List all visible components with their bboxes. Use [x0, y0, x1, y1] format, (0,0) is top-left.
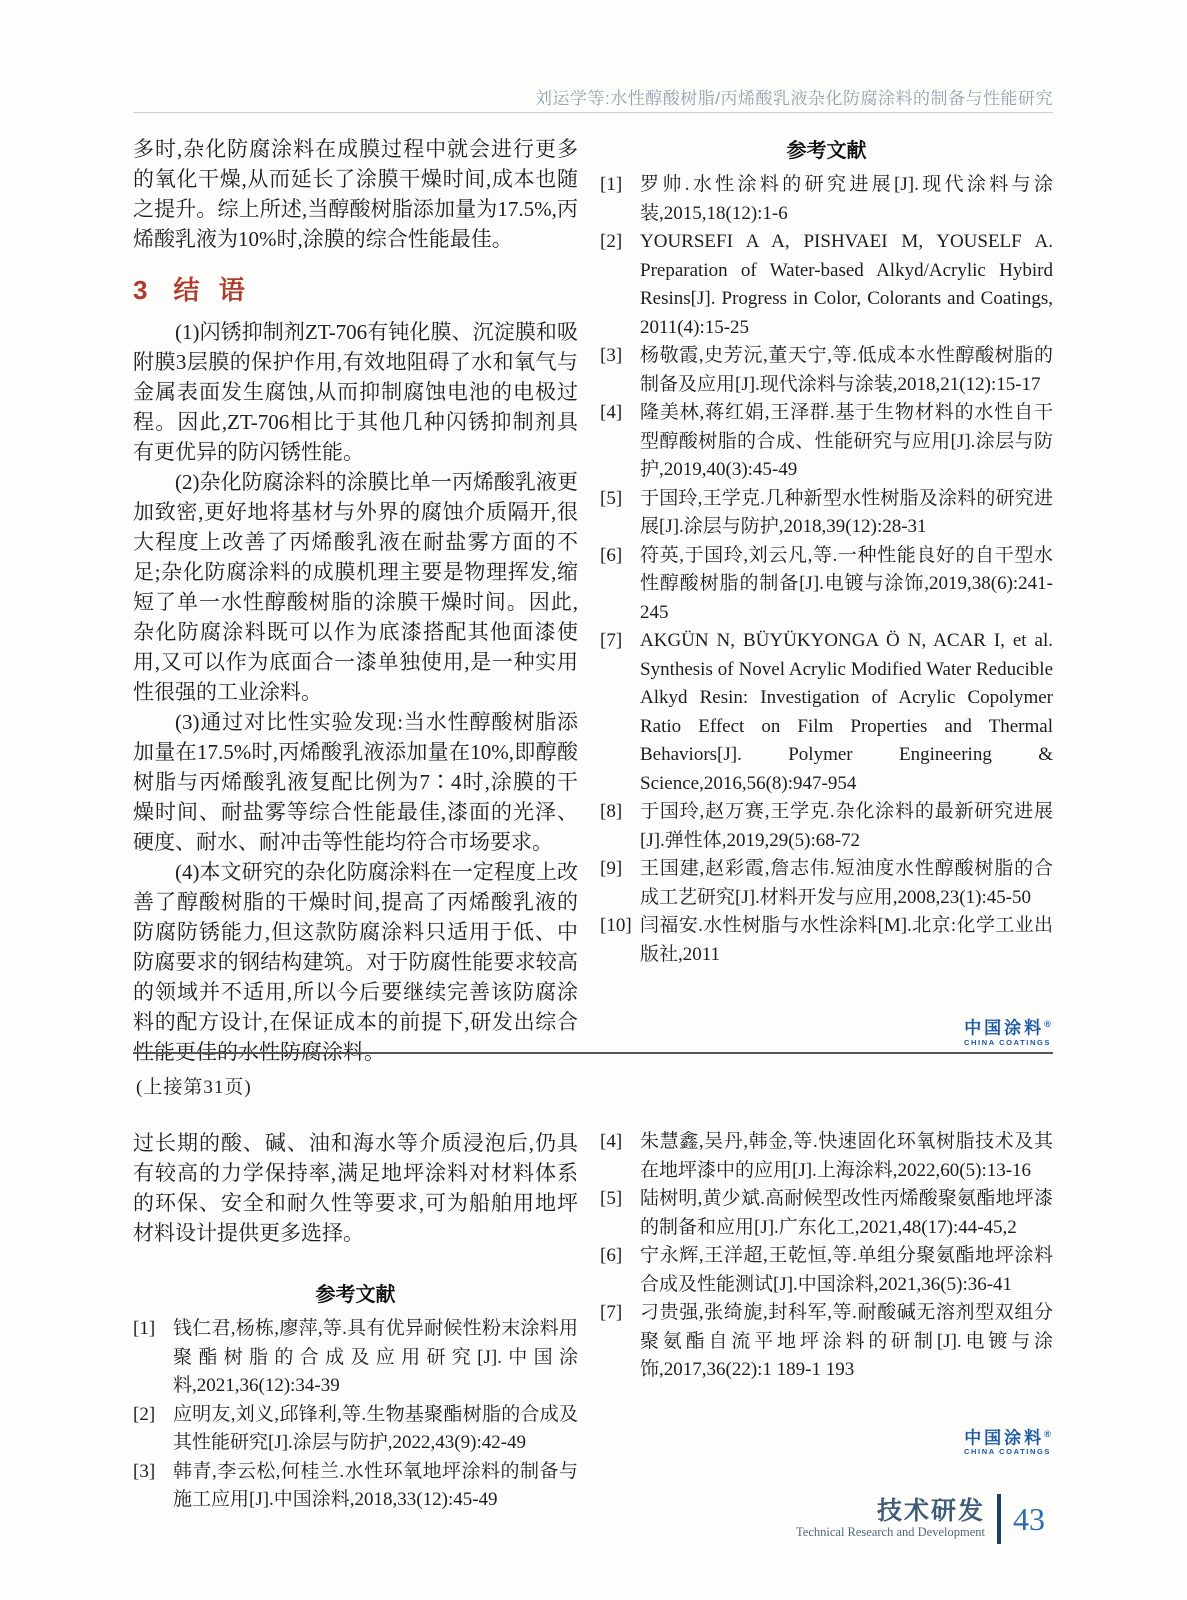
page-number: 43: [1013, 1500, 1045, 1537]
reference-text: 陆树明,黄少斌.高耐候型改性丙烯酸聚氨酯地坪漆的制备和应用[J].广东化工,2021,48(17):44-45,2: [640, 1188, 1053, 1238]
reference-item: [600, 627, 1053, 798]
registered-mark: ®: [1044, 1019, 1051, 1029]
conclusion-paragraph-2: (2)杂化防腐涂料的涂膜比单一丙烯酸乳液更加致密,更好地将基材与外界的腐蚀介质隔开,很大程度上改善了丙烯酸乳液在耐盐雾方面的不足;杂化防腐涂料的成膜机理主要是物理挥发,缩短了单一水性醇酸树脂的涂膜干燥时间。因此,杂化防腐涂料既可以作为底漆搭配其他面漆使用,又可以作为底面合一漆单独使用,是一种实用性很强的工业涂料。: [133, 470, 578, 704]
reference-text: 隆美林,蒋红娟,王泽群.基于生物材料的水性自干型醇酸树脂的合成、性能研究与应用[J].涂层与防护,2019,40(3):45-49: [640, 402, 1053, 480]
bottom-section: [133, 1128, 1053, 1515]
reference-number: [4]: [600, 1131, 623, 1152]
reference-item: [600, 1299, 1053, 1385]
continued-references-heading: 参考文献: [315, 1284, 396, 1306]
logo-cn-text: 中国涂料®: [964, 1018, 1051, 1038]
reference-number: [3]: [600, 345, 623, 366]
conclusion-paragraph-1: (1)闪锈抑制剂ZT-706有钝化膜、沉淀膜和吸附膜3层膜的保护作用,有效地阻碍了水和氧气与金属表面发生腐蚀,从而抑制腐蚀电池的电极过程。因此,ZT-706相比于其他几种闪锈抑制剂具有更优异的防闪锈性能。: [133, 320, 578, 464]
continued-right-column: [600, 1128, 1053, 1515]
reference-item: [600, 1242, 1053, 1299]
logo-en-text: CHINA COATINGS: [964, 1447, 1051, 1457]
reference-item: [133, 1401, 578, 1458]
article-divider: [133, 1052, 1053, 1054]
reference-number: [1]: [600, 174, 623, 195]
reference-item: [600, 912, 1053, 969]
conclusion-paragraph-3: (3)通过对比性实验发现:当水性醇酸树脂添加量在17.5%时,丙烯酸乳液添加量在10%,即醇酸树脂与丙烯酸乳液复配比例为7∶4时,涂膜的干燥时间、耐盐雾等综合性能最佳,漆面的光泽、硬度、耐水、耐冲击等性能均符合市场要求。: [133, 710, 578, 854]
continued-from-note: (上接第31页): [136, 1077, 252, 1098]
conclusion-intro-paragraph: 多时,杂化防腐涂料在成膜过程中就会进行更多的氧化干燥,从而延长了涂膜干燥时间,成本也随之提升。综上所述,当醇酸树脂添加量为17.5%,丙烯酸乳液为10%时,涂膜的综合性能最佳。: [133, 137, 578, 251]
references-column: [600, 134, 1053, 1067]
registered-mark: ®: [1044, 1428, 1051, 1439]
reference-item: [600, 171, 1053, 228]
reference-item: [600, 1128, 1053, 1185]
section-title: 结 语: [173, 275, 251, 305]
reference-number: [10]: [600, 915, 632, 936]
references-heading: 参考文献: [786, 140, 867, 162]
reference-number: [4]: [600, 402, 623, 423]
reference-item: [133, 1315, 578, 1401]
reference-number: [6]: [600, 544, 623, 566]
footer-section-label: [796, 1498, 985, 1540]
footer-section-cn: 技术研发: [876, 1497, 985, 1525]
conclusion-column: [133, 134, 578, 1067]
footer-divider-bar: [997, 1494, 1001, 1544]
reference-text: 韩青,李云松,何桂兰.水性环氧地坪涂料的制备与施工应用[J].中国涂料,2018,33(12):45-49: [173, 1460, 578, 1510]
reference-text: 符英,于国玲,刘云凡,等.一种性能良好的自干型水性醇酸树脂的制备[J].电镀与涂饰,2019,38(6):241-245: [640, 544, 1053, 623]
continued-left-column: [133, 1128, 578, 1515]
reference-item: [600, 798, 1053, 855]
reference-item: [600, 399, 1053, 485]
china-coatings-logo: [964, 1015, 1051, 1048]
reference-text: 于国玲,赵万赛,王学克.杂化涂料的最新研究进展[J].弹性体,2019,29(5):68-72: [640, 801, 1053, 851]
reference-item: [600, 855, 1053, 912]
reference-text: 闫福安.水性树脂与水性涂料[M].北京:化学工业出版社,2011: [640, 915, 1053, 965]
reference-text: 于国玲,王学克.几种新型水性树脂及涂料的研究进展[J].涂层与防护,2018,39(12):28-31: [640, 487, 1053, 537]
section-heading: [133, 270, 578, 307]
reference-text: 宁永辉,王洋超,王乾恒,等.单组分聚氨酯地坪涂料合成及性能测试[J].中国涂料,2021,36(5):36-41: [640, 1245, 1053, 1295]
reference-number: [7]: [600, 630, 623, 651]
reference-number: [6]: [600, 1245, 623, 1266]
reference-number: [2]: [600, 231, 623, 252]
logo-en-text: CHINA COATINGS: [964, 1037, 1051, 1047]
reference-text: 王国建,赵彩霞,詹志伟.短油度水性醇酸树脂的合成工艺研究[J].材料开发与应用,2008,23(1):45-50: [640, 858, 1053, 908]
reference-text: 钱仁君,杨栋,廖萍,等.具有优异耐候性粉末涂料用聚酯树脂的合成及应用研究[J].中国涂料,2021,36(12):34-39: [173, 1318, 578, 1396]
china-coatings-logo-bottom: [600, 1425, 1053, 1460]
section-number: 3: [133, 275, 148, 305]
reference-text: 朱慧鑫,吴丹,韩金,等.快速固化环氧树脂技术及其在地坪漆中的应用[J].上海涂料,2022,60(5):13-16: [640, 1131, 1053, 1181]
conclusion-paragraph-4: (4)本文研究的杂化防腐涂料在一定程度上改善了醇酸树脂的干燥时间,提高了丙烯酸乳液的防腐防锈能力,但这款防腐涂料只适用于低、中防腐要求的钢结构建筑。对于防腐性能要求较高的领域并不适用,所以今后要继续完善该防腐涂料的配方设计,在保证成本的前提下,研发出综合性能更佳的水性防腐涂料。: [133, 860, 578, 1064]
reference-text: 罗帅.水性涂料的研究进展[J].现代涂料与涂装,2015,18(12):1-6: [640, 174, 1053, 224]
reference-number: [9]: [600, 858, 623, 879]
reference-number: [5]: [600, 487, 623, 509]
reference-number: [2]: [133, 1403, 156, 1425]
reference-text: 应明友,刘义,邱锋利,等.生物基聚酯树脂的合成及其性能研究[J].涂层与防护,2022,43(9):42-49: [173, 1403, 578, 1453]
reference-item: [600, 1185, 1053, 1242]
reference-number: [3]: [133, 1460, 156, 1482]
reference-number: [1]: [133, 1318, 156, 1339]
reference-text: 杨敬霞,史芳沅,董天宁,等.低成本水性醇酸树脂的制备及应用[J].现代涂料与涂装,2018,21(12):15-17: [640, 345, 1053, 395]
running-header: 刘运学等:水性醇酸树脂/丙烯酸乳液杂化防腐涂料的制备与性能研究: [535, 89, 1053, 108]
reference-text: 刁贵强,张绮旎,封科军,等.耐酸碱无溶剂型双组分聚氨酯自流平地坪涂料的研制[J].电镀与涂饰,2017,36(22):1 189-1 193: [640, 1302, 1053, 1380]
top-section: [133, 134, 1053, 1067]
reference-number: [8]: [600, 801, 623, 822]
reference-item: [600, 485, 1053, 542]
reference-item: [600, 228, 1053, 342]
reference-number: [5]: [600, 1188, 623, 1209]
china-coatings-logo-top: [600, 1015, 1053, 1050]
continued-paragraph: 过长期的酸、碱、油和海水等介质浸泡后,仍具有较高的力学保持率,满足地坪涂料对材料体系的环保、安全和耐久性等要求,可为船舶用地坪材料设计提供更多选择。: [133, 1131, 578, 1245]
footer-section-en: Technical Research and Development: [796, 1525, 985, 1539]
reference-item: [600, 542, 1053, 628]
reference-text: AKGÜN N, BÜYÜKYONGA Ö N, ACAR I, et al. Synthesis of Novel Acrylic Modified Water Reducible Alkyd Resin: Investigation of Acrylic Copolymer Ratio Effect on Film Properties and Thermal Behaviors[J]. Polymer Engineering & Science,2016,56(8):947-954: [640, 630, 1053, 794]
reference-text: YOURSEFI A A, PISHVAEI M, YOUSELF A. Preparation of Water-based Alkyd/Acrylic Hybird Resins[J]. Progress in Color, Colorants and Coatings, 2011(4):15-25: [640, 231, 1053, 338]
reference-item: [133, 1458, 578, 1515]
reference-item: [600, 342, 1053, 399]
spacer: [133, 1248, 578, 1278]
page-footer: [796, 1494, 1045, 1544]
header-divider: [133, 112, 1053, 113]
reference-number: [7]: [600, 1302, 623, 1323]
china-coatings-logo: [964, 1425, 1051, 1458]
logo-cn-text: 中国涂料®: [964, 1428, 1051, 1448]
